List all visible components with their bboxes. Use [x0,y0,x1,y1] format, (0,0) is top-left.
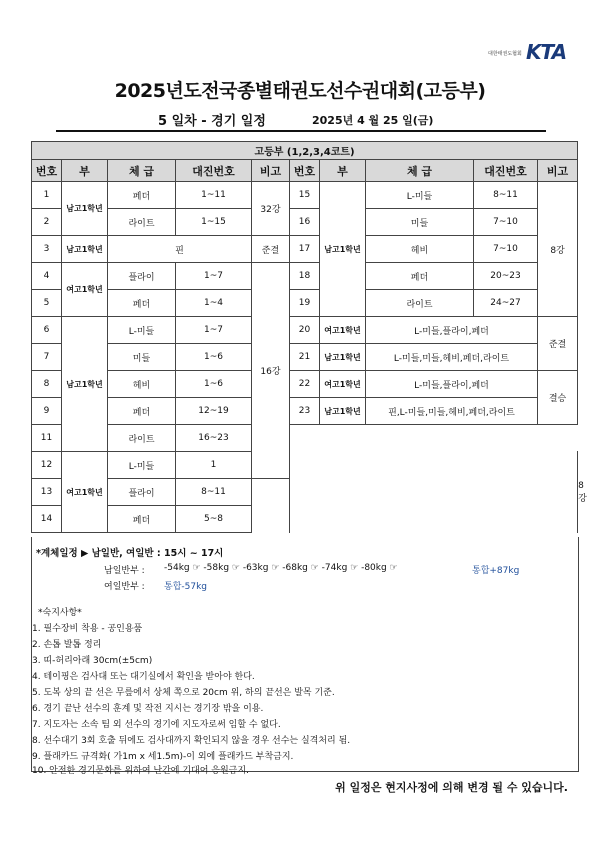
table-row [32,236,578,263]
bracket-no: 8~11 [474,182,538,209]
remark: 준결 [538,317,578,371]
match-no: 7 [32,344,62,371]
remark: 32강 [252,182,290,236]
weight-class: 페더 [108,506,176,533]
match-no: 18 [290,263,320,290]
weight-class: 라이트 [108,209,176,236]
match-no: 6 [32,317,62,344]
notice-item: 6. 경기 끝난 선수의 훈계 및 작전 지시는 경기장 밖을 이용. [32,704,264,714]
page-title: 2025년도전국종별태권도선수권대회(고등부) [114,80,486,102]
weight-class: 페더 [108,182,176,209]
bracket-no: 7~10 [474,209,538,236]
women-combined-class: 통합-57kg [164,582,208,592]
match-no: 9 [32,398,62,425]
weight-class: L-미들,플라이,페더 [366,317,538,344]
division: 남고1학년 [320,398,366,425]
header-weight: 체 급 [108,160,176,182]
notice-item: 1. 필수장비 착용 - 공인용품 [32,624,143,634]
footer-note: 위 일정은 현지사정에 의해 변경 될 수 있습니다. [335,781,568,794]
header-no: 번호 [290,160,320,182]
division: 여고1학년 [320,317,366,344]
men-combined-class: 통합+87kg [472,566,520,576]
logo-text: KTA [526,40,567,64]
day-schedule: 5 일차 - 경기 일정 [158,114,266,129]
weight-class: 페더 [108,290,176,317]
bracket-no: 8~11 [176,479,252,506]
bracket-no: 1~7 [176,263,252,290]
table-row [32,182,578,209]
header-no: 번호 [32,160,62,182]
division: 남고1학년 [62,317,108,452]
notice-item: 4. 테이핑은 검사대 또는 대기실에서 확인을 받아야 한다. [32,672,255,682]
schedule-date: 2025년 4 월 25 일(금) [312,114,434,127]
table-row [32,425,578,452]
men-weight-classes: -54kg ☞ -58kg ☞ -63kg ☞ -68kg ☞ -74kg ☞ -80kg ☞ [164,563,398,573]
bracket-no: 1 [176,452,252,479]
bracket-no: 1~6 [176,344,252,371]
table-row [32,317,578,344]
logo-org-name: 대한태권도협회 [488,51,522,57]
table-row [32,371,578,398]
division: 남고1학년 [62,182,108,236]
division: 여고1학년 [62,452,108,533]
remark: 준결 [252,236,290,263]
weight-class: 플라이 [108,263,176,290]
women-weigh-in-label: 여일반부 : [104,582,145,592]
remark: 8강 [538,182,578,317]
notice-item: 9. 플래카드 규격화( 가1m x 세1.5m)-이 외에 플래카드 부착금지. [32,752,294,762]
division: 여고1학년 [62,263,108,317]
match-no: 5 [32,290,62,317]
weight-class: 미들 [108,344,176,371]
bracket-no: 1~7 [176,317,252,344]
weight-class: 미들 [366,209,474,236]
header-division: 부 [320,160,366,182]
table-row [32,209,578,236]
weight-class: 라이트 [108,425,176,452]
division: 남고1학년 [320,344,366,371]
notice-item: 7. 지도자는 소속 팀 외 선수의 경기에 지도자로써 임할 수 없다. [32,720,281,730]
match-no: 16 [290,209,320,236]
weight-class: 페더 [366,263,474,290]
bracket-no: 20~23 [474,263,538,290]
weight-class: 헤비 [366,236,474,263]
table-row [32,344,578,371]
remark: 16강 [252,263,290,479]
kta-logo [488,40,568,68]
header-division: 부 [62,160,108,182]
remark: 결승 [538,371,578,425]
weight-class: L-미들,플라이,페더 [366,371,538,398]
bracket-no: 12~19 [176,398,252,425]
weight-class: L-미들 [366,182,474,209]
division: 남고1학년 [62,236,108,263]
match-no: 22 [290,371,320,398]
match-no: 13 [32,479,62,506]
weight-class: 페더 [108,398,176,425]
division: 남고1학년 [320,182,366,317]
schedule-table [31,141,587,533]
notice-item: 3. 띠-허리아래 30cm(±5cm) [32,656,153,666]
weigh-in-schedule: *계체일정 ▶ 남일반, 여일반 : 15시 ~ 17시 [36,548,224,559]
match-no: 20 [290,317,320,344]
match-no: 1 [32,182,62,209]
match-no: 21 [290,344,320,371]
weight-class: L-미들 [108,317,176,344]
bracket-no: 1~6 [176,371,252,398]
bracket-no: 24~27 [474,290,538,317]
match-no: 4 [32,263,62,290]
match-no: 2 [32,209,62,236]
table-row [32,290,578,317]
match-no: 17 [290,236,320,263]
section-title: 고등부 (1,2,3,4코트) [32,142,578,160]
bracket-no: 1~4 [176,290,252,317]
notice-item: 2. 손톱 발톱 정리 [32,640,102,650]
bracket-no: 5~8 [176,506,252,533]
header-bracket: 대진번호 [176,160,252,182]
match-no: 14 [32,506,62,533]
notes-box [31,537,579,776]
bracket-no: 16~23 [176,425,252,452]
table-row [32,263,578,290]
notice-item: 10. 안전한 경기문화를 위하여 난간에 기대어 응원금지. [32,766,249,776]
match-no: 11 [32,425,62,452]
bracket-no: 1~11 [176,182,252,209]
weight-class: 핀 [108,236,252,263]
division: 여고1학년 [320,371,366,398]
weight-class: 라이트 [366,290,474,317]
weight-class: 플라이 [108,479,176,506]
bracket-no: 7~10 [474,236,538,263]
men-weigh-in-label: 남일반부 : [104,566,145,576]
header-remark: 비고 [538,160,578,182]
table-row [32,398,578,425]
header-bracket: 대진번호 [474,160,538,182]
match-no: 23 [290,398,320,425]
header-remark: 비고 [252,160,290,182]
match-no: 19 [290,290,320,317]
weight-class: 헤비 [108,371,176,398]
subtitle-bar [56,110,546,132]
notice-item: 5. 도복 상의 끝 선은 무릎에서 상체 쪽으로 20cm 위, 하의 끝선은 발목 기준. [32,688,335,698]
match-no: 15 [290,182,320,209]
bracket-no: 1~15 [176,209,252,236]
match-no: 12 [32,452,62,479]
weight-class: 핀,L-미들,미들,헤비,페더,라이트 [366,398,538,425]
header-weight: 체 급 [366,160,474,182]
notice-item: 8. 선수대기 3회 호출 뒤에도 검사대까지 확인되지 않을 경우 선수는 실격처리 됨. [32,736,351,746]
weight-class: L-미들,미들,헤비,페더,라이트 [366,344,538,371]
match-no: 8 [32,371,62,398]
match-no: 3 [32,236,62,263]
notice-heading: *숙지사항* [38,608,82,618]
table-row: 12 여고1학년 L-미들 1 8강 [32,452,578,479]
weight-class: L-미들 [108,452,176,479]
